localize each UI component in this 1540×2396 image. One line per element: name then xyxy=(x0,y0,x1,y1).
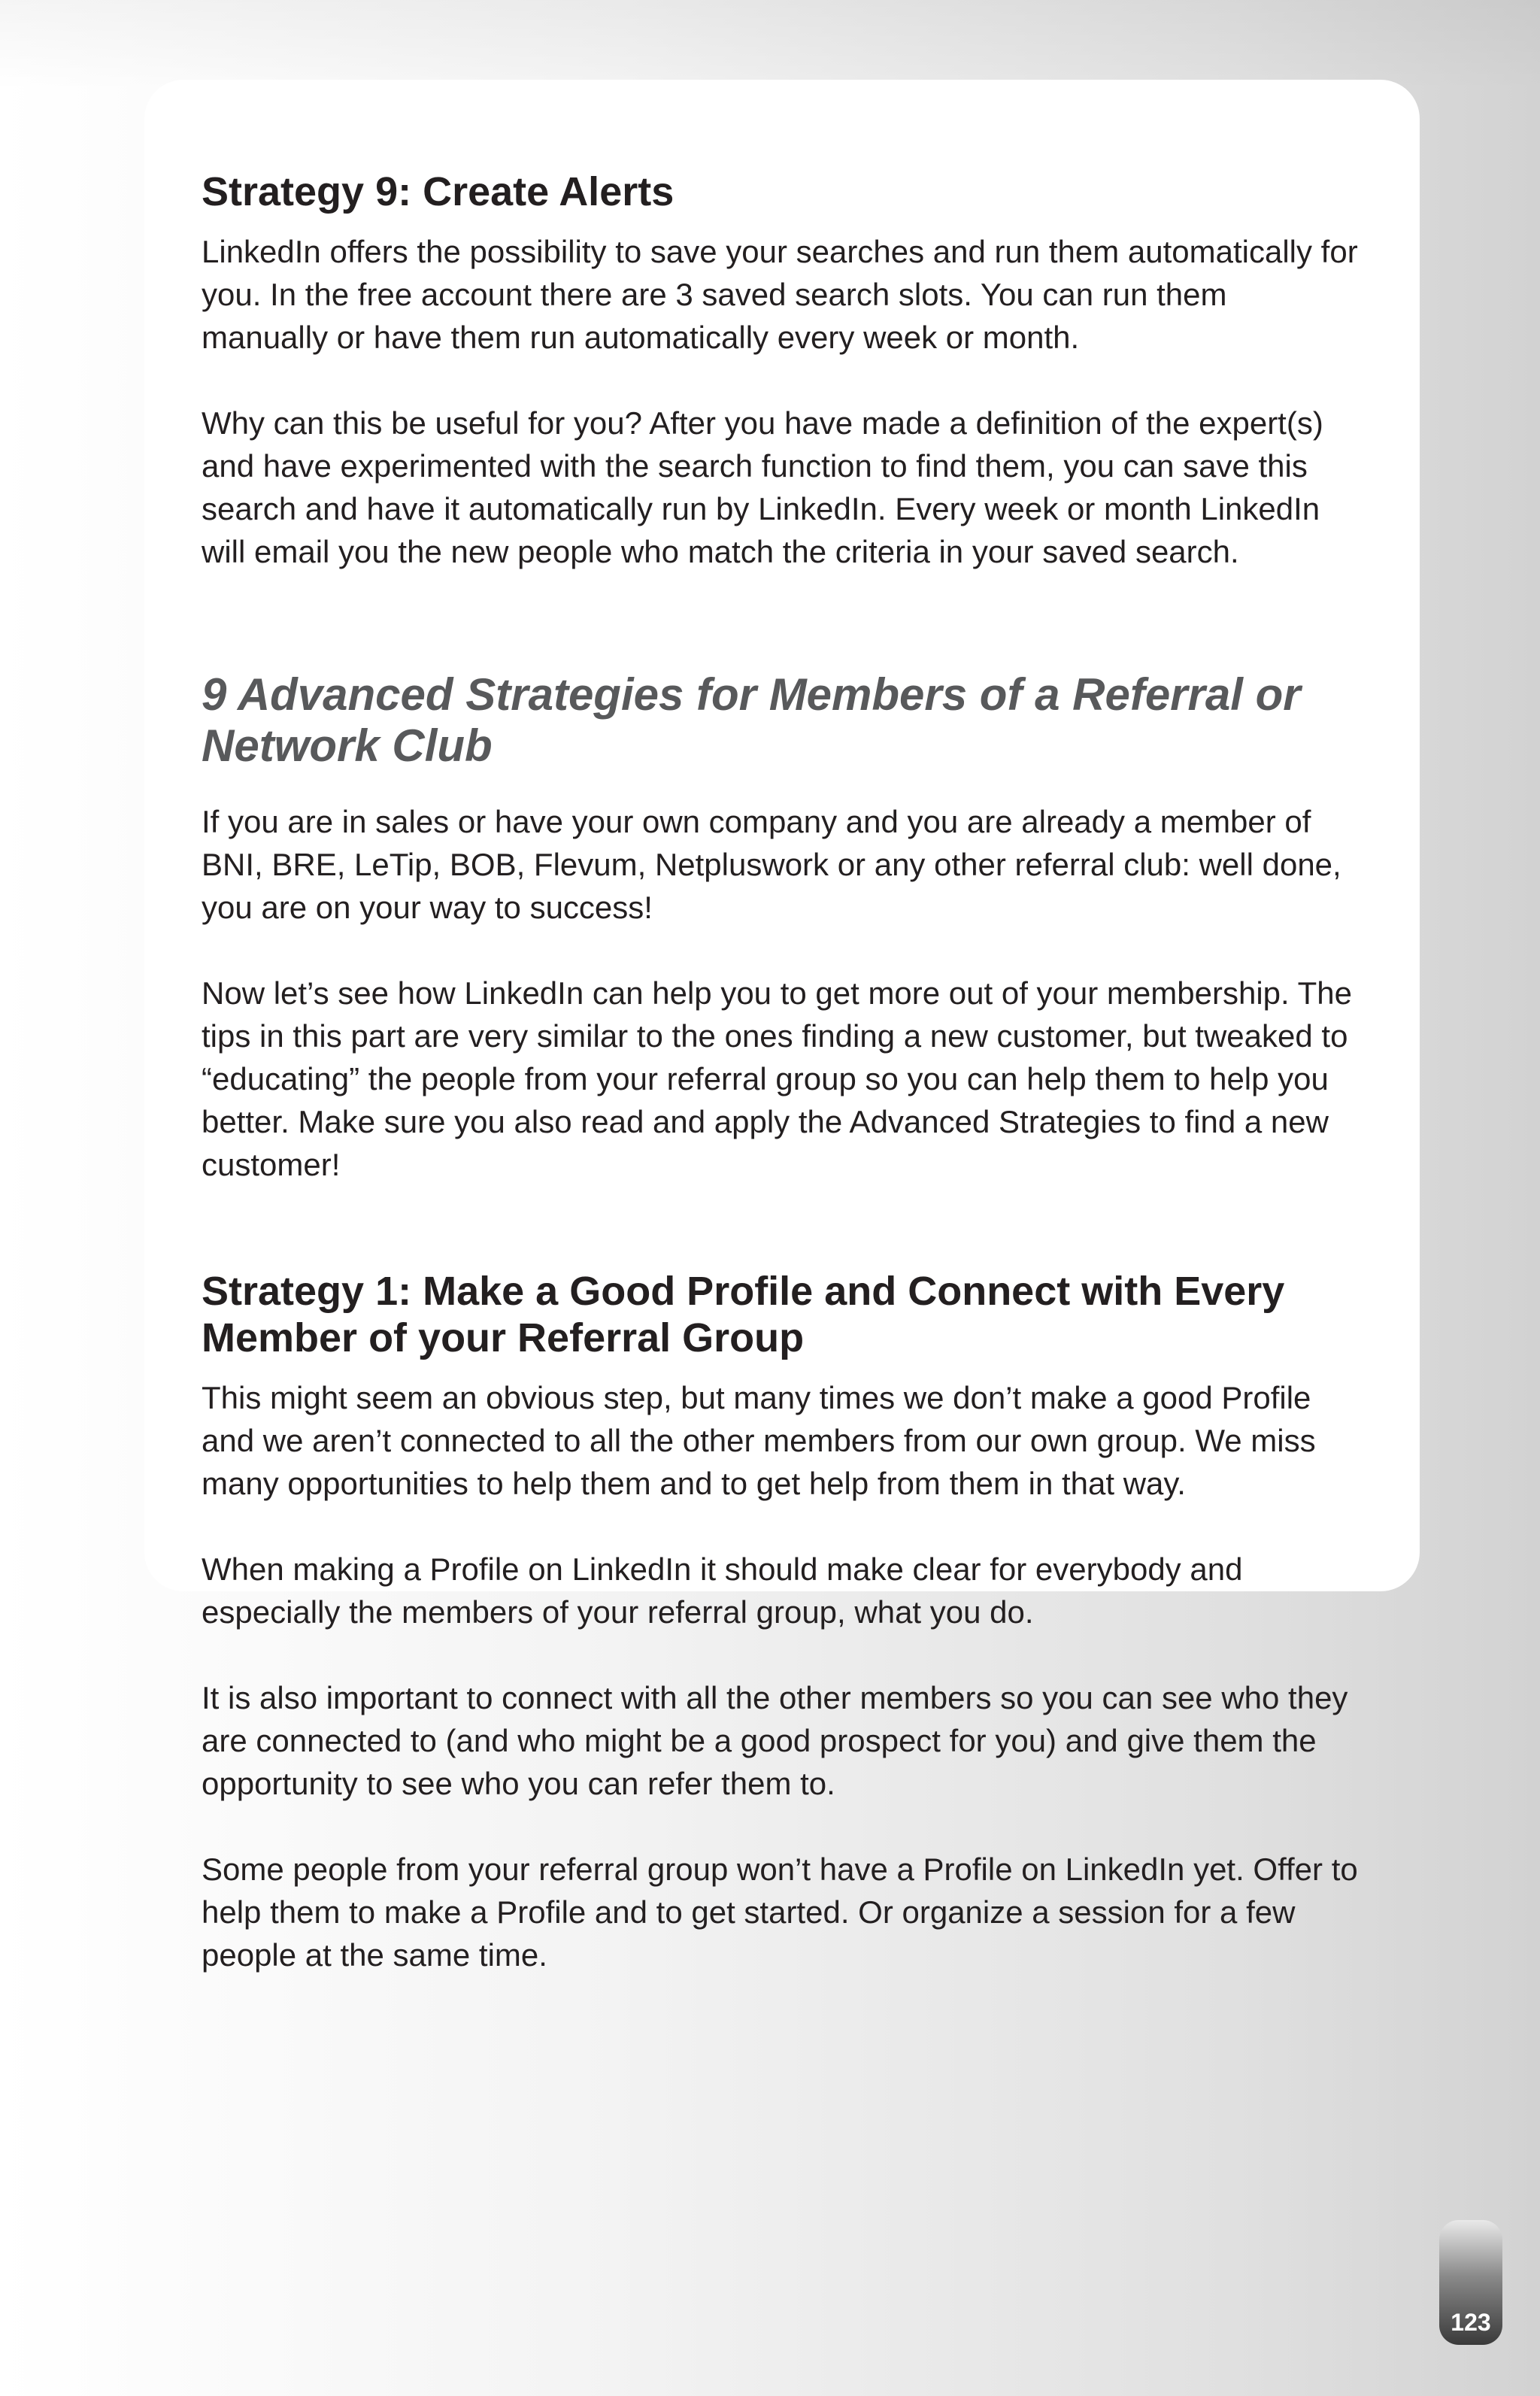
section-title: 9 Advanced Strategies for Members of a Referral or Network Club xyxy=(202,669,1301,771)
strategy-1-paragraph-2: When making a Profile on LinkedIn it should make clear for everybody and especially the members of your referral group, what you do. xyxy=(202,1551,1243,1630)
strategy-9-paragraph-1: LinkedIn offers the possibility to save your searches and run them automatically for you. In the free account there are 3 saved search slots. You can run them manually or have them run automatically every week or month. xyxy=(202,234,1358,355)
strategy-1-paragraph-4: Some people from your referral group won’t have a Profile on LinkedIn yet. Offer to help them to make a Profile and to get started. Or organize a session for a few people at the same time. xyxy=(202,1852,1358,1973)
strategy-1-paragraph-3: It is also important to connect with all the other members so you can see who they are connected to (and who might be a good prospect for you) and give them the opportunity to see who you can refer them to. xyxy=(202,1680,1348,1801)
section-paragraph-1: If you are in sales or have your own company and you are already a member of BNI, BRE, LeTip, BOB, Flevum, Netpluswork or any other referral club: well done, you are on your way to success! xyxy=(202,804,1341,925)
spacer xyxy=(202,616,1360,669)
background-shade xyxy=(0,0,1540,90)
page-content xyxy=(202,168,1360,2019)
strategy-9-paragraph-2: Why can this be useful for you? After you have made a definition of the expert(s) and have experimented with the search function to find them, you can save this search and have it automatically run by LinkedIn. Every week or month LinkedIn will email you the new people who match the criteria in your saved search. xyxy=(202,405,1323,569)
spacer xyxy=(202,1229,1360,1268)
section-paragraph-2: Now let’s see how LinkedIn can help you to get more out of your membership. The tips in this part are very similar to the ones finding a new customer, but tweaked to “educating” the people from your referral group so you can help them to help you better. Make sure you also read and apply the Advanced Strategies to find a new customer! xyxy=(202,975,1352,1182)
strategy-1-paragraph-1: This might seem an obvious step, but many times we don’t make a good Profile and we aren’t connected to all the other members from our own group. We miss many opportunities to help them and to get help from them in that way. xyxy=(202,1380,1316,1501)
strategy-1-heading: Strategy 1: Make a Good Profile and Connect with Every Member of your Referral Group xyxy=(202,1269,1285,1360)
page-number: 123 xyxy=(1451,2309,1491,2336)
strategy-9-heading: Strategy 9: Create Alerts xyxy=(202,169,675,214)
